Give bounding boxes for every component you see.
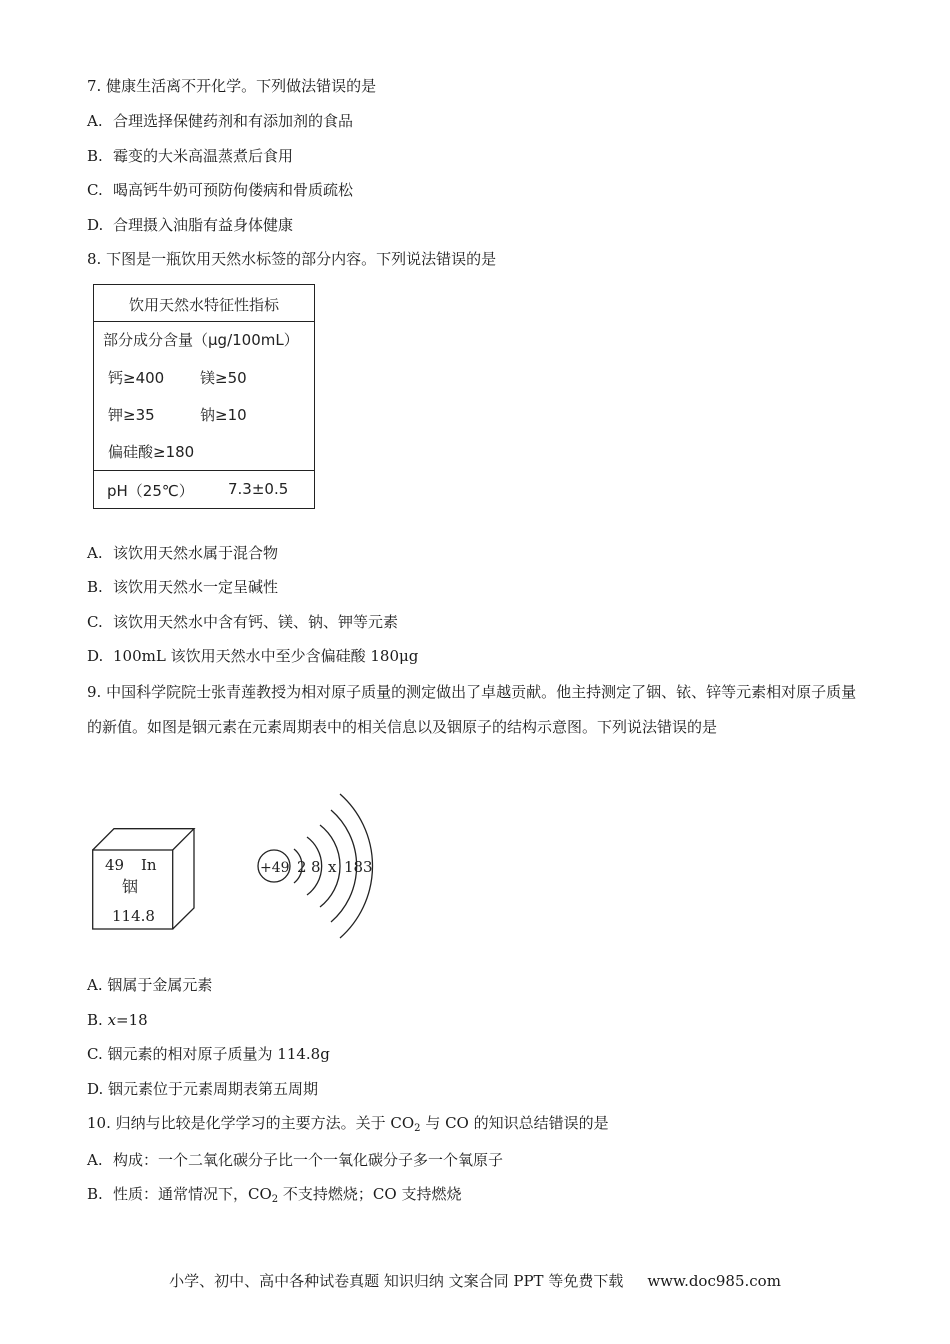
- element-symbol: In: [141, 856, 157, 874]
- q8-option-c: C. 该饮用天然水中含有钙、镁、钠、钾等元素: [87, 613, 399, 631]
- q9-option-d: D. 铟元素位于元素周期表第五周期: [87, 1080, 319, 1098]
- label-subtitle: 部分成分含量（μg/100mL）: [103, 331, 299, 349]
- water-label-figure: [93, 284, 315, 509]
- q7-option-a: A. 合理选择保健药剂和有添加剂的食品: [87, 112, 354, 130]
- label-title: 饮用天然水特征性指标: [128, 296, 279, 314]
- label-ph-label: pH（25℃）: [107, 482, 194, 500]
- q7-option-b: B. 霉变的大米高温蒸煮后食用: [87, 147, 294, 165]
- q7-stem: 7. 健康生活离不开化学。下列做法错误的是: [87, 77, 377, 95]
- label-magnesium: 镁≥50: [200, 369, 247, 387]
- q8-stem: 8. 下图是一瓶饮用天然水标签的部分内容。下列说法错误的是: [87, 250, 497, 268]
- label-ph-value: 7.3±0.5: [228, 480, 289, 498]
- element-name: 铟: [122, 877, 139, 896]
- atom-structure-diagram: [252, 790, 382, 944]
- q10-option-b: B. 性质：通常情况下，$CO_2$ 不支持燃烧；CO 支持燃烧: [87, 1185, 462, 1205]
- label-metasilicic-acid: 偏硅酸≥180: [108, 443, 195, 461]
- element-atomic-number: 49: [105, 856, 125, 874]
- footer-url[interactable]: www.doc985.com: [647, 1272, 781, 1290]
- q9-option-c: C. 铟元素的相对原子质量为 114.8g: [87, 1045, 330, 1063]
- label-calcium: 钙≥400: [108, 369, 165, 387]
- q9-stem: 9. 中国科学院院士张青莲教授为相对原子质量的测定做出了卓越贡献。他主持测定了铟、铱、锌等元素相对原子质量的新值。如图是铟元素在元素周期表中的相关信息以及铟原子的结构示意图。下列说法错误的是: [87, 683, 857, 736]
- q8-option-a: A. 该饮用天然水属于混合物: [87, 544, 279, 562]
- atom-shell-2: 8: [311, 858, 321, 876]
- page-footer: [0, 1270, 950, 1291]
- q10-option-a: A. 构成：一个二氧化碳分子比一个一氧化碳分子多一个氧原子: [87, 1151, 504, 1169]
- q7-option-d: D. 合理摄入油脂有益身体健康: [87, 216, 294, 234]
- q7-option-c: C. 喝高钙牛奶可预防佝偻病和骨质疏松: [87, 181, 354, 199]
- label-potassium: 钾≥35: [108, 406, 155, 424]
- q9-option-a: A. 铟属于金属元素: [87, 976, 213, 994]
- atom-nucleus-charge: +49: [260, 860, 290, 876]
- element-card-indium: [92, 828, 202, 936]
- q10-stem: 10. 归纳与比较是化学学习的主要方法。关于 $CO_2$ 与 CO 的知识总结错误的是: [87, 1114, 609, 1134]
- atom-shell-4: 18: [344, 858, 364, 876]
- atom-shell-5: 3: [363, 858, 373, 876]
- element-atomic-mass: 114.8: [112, 907, 155, 925]
- atom-shell-3: x: [328, 858, 337, 876]
- q9-option-b: B. x=18: [87, 1011, 148, 1029]
- label-sodium: 钠≥10: [200, 406, 247, 424]
- footer-text: 小学、初中、高中各种试卷真题 知识归纳 文案合同 PPT 等免费下载: [169, 1272, 624, 1290]
- q8-option-b: B. 该饮用天然水一定呈碱性: [87, 578, 279, 596]
- q8-option-d: D. 100mL 该饮用天然水中至少含偏硅酸 180μg: [87, 647, 419, 665]
- atom-shell-1: 2: [297, 858, 307, 876]
